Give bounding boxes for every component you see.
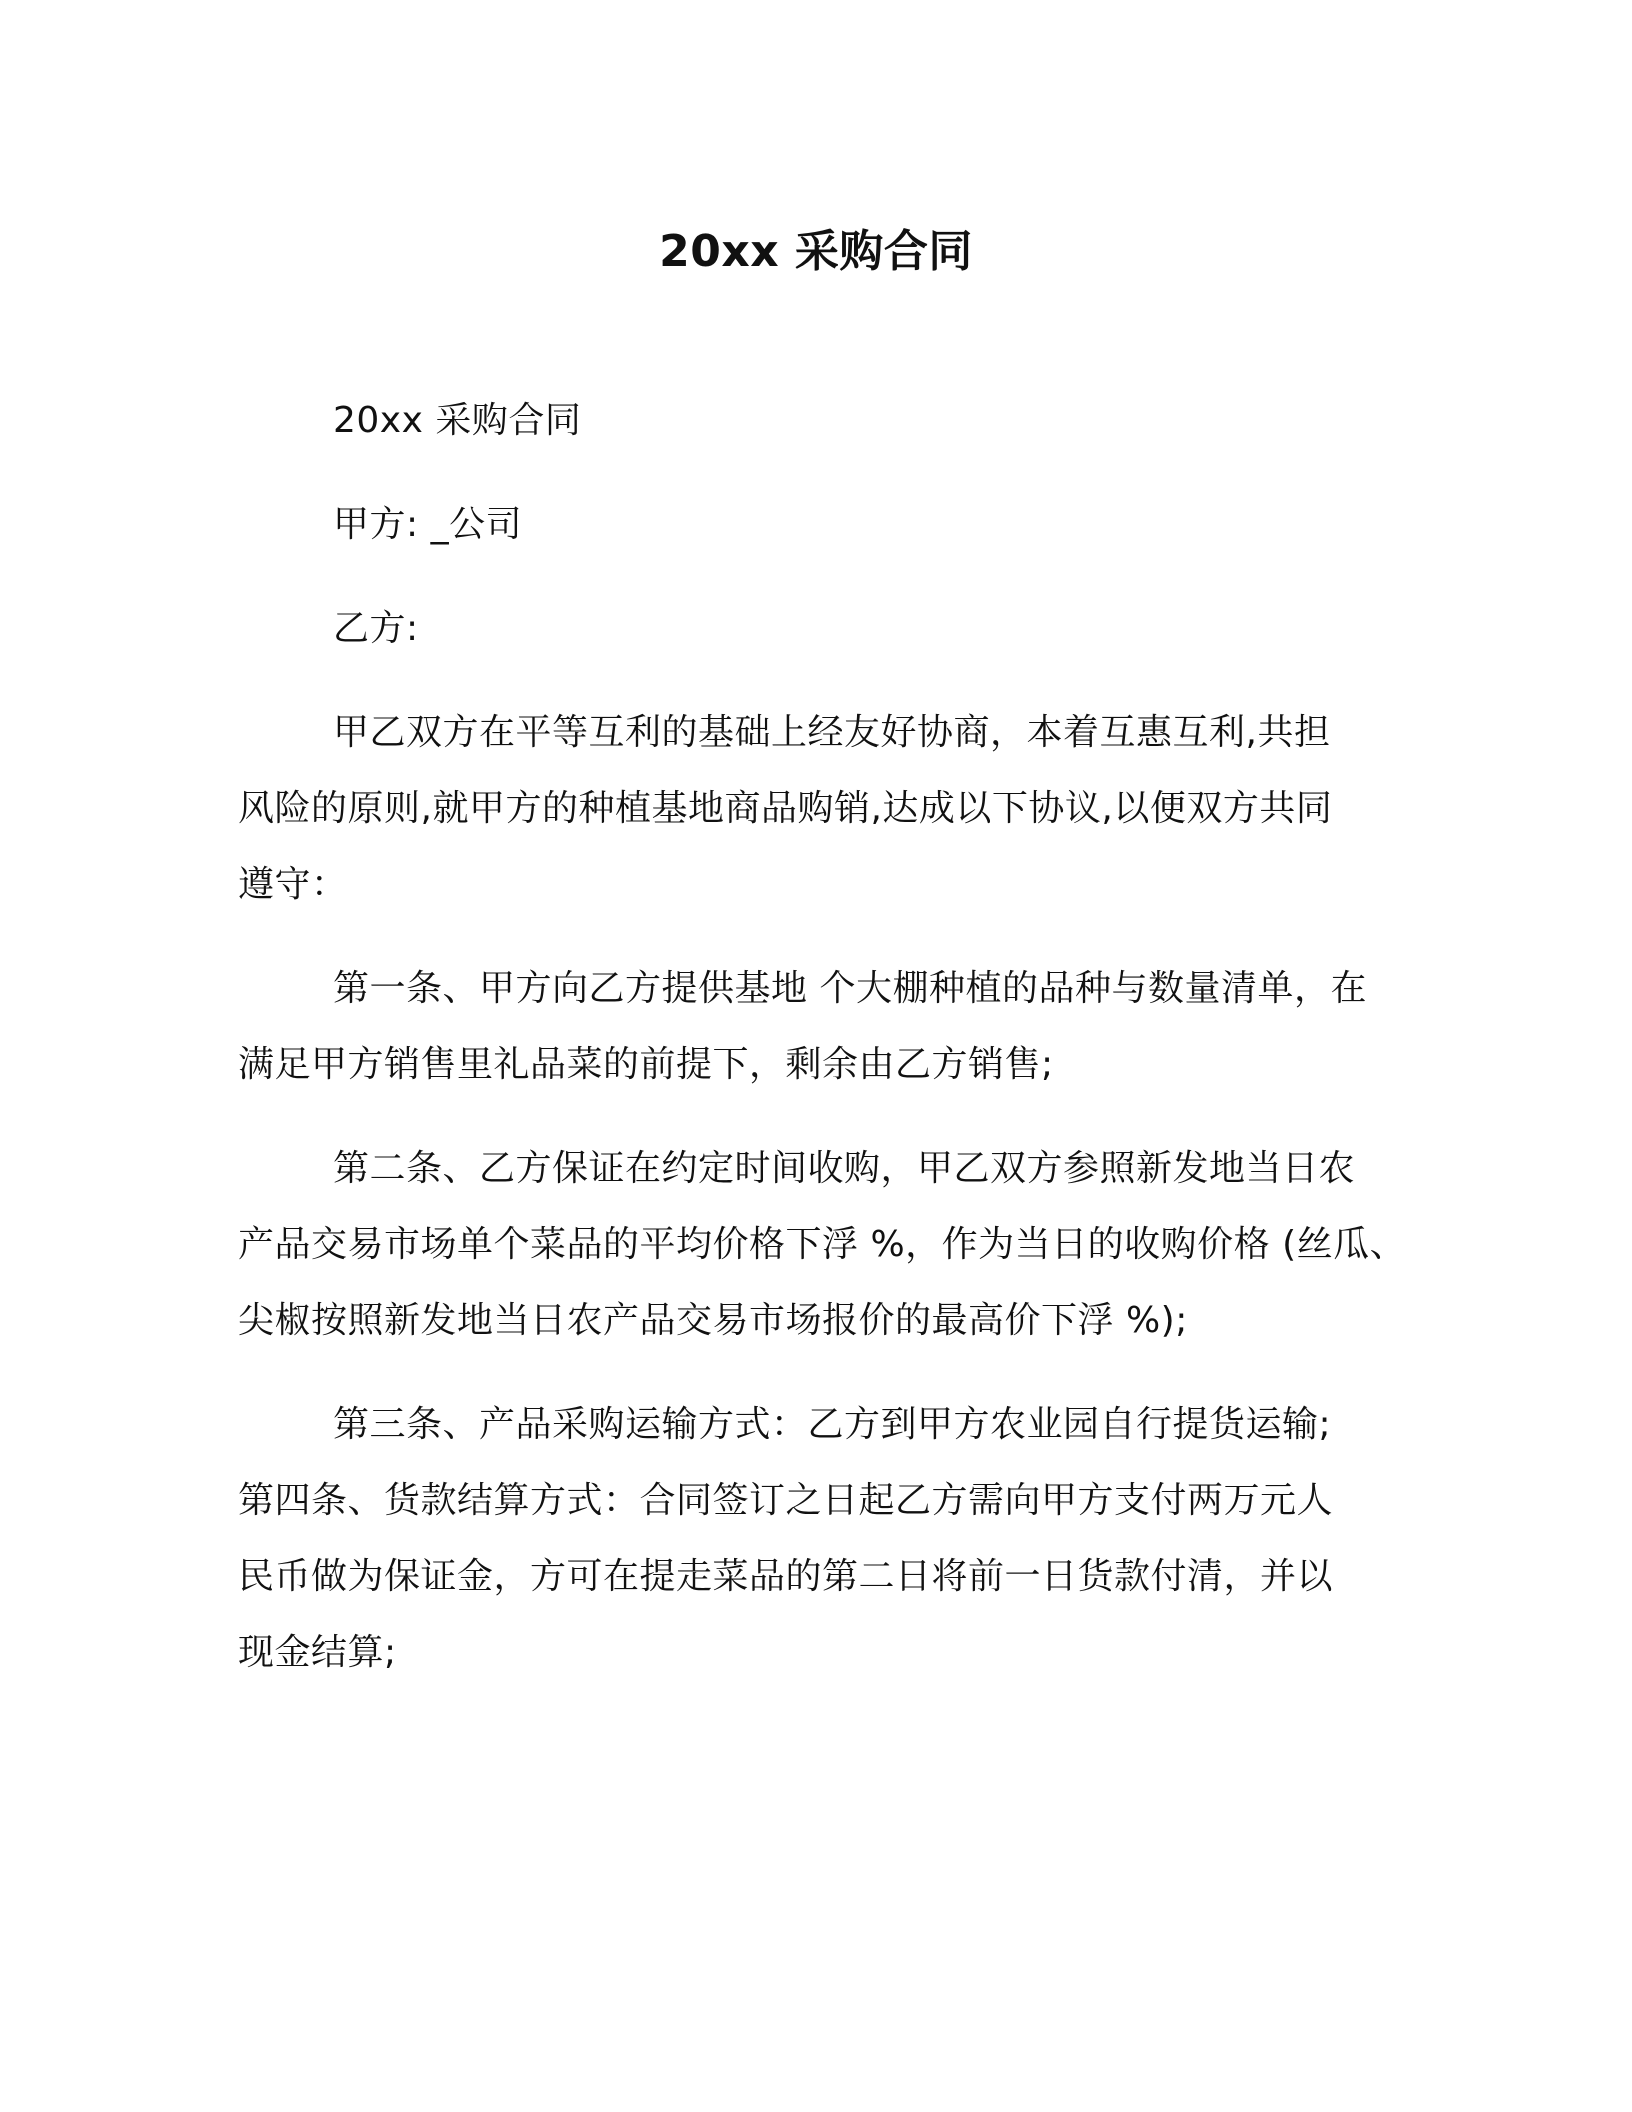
article-2-line-3: 尖椒按照新发地当日农产品交易市场报价的最高价下浮 %); — [238, 1300, 1188, 1341]
preamble-line-2: 风险的原则,就甲方的种植基地商品购销,达成以下协议,以便双方共同 — [238, 788, 1333, 829]
article-4-line-2: 民币做为保证金，方可在提走菜品的第二日将前一日货款付清，并以 — [238, 1556, 1334, 1597]
document-title: 20xx 采购合同 — [659, 226, 973, 277]
article-4-line-3: 现金结算; — [238, 1632, 397, 1673]
article-4-line-1: 第四条、货款结算方式：合同签订之日起乙方需向甲方支付两万元人 — [238, 1480, 1334, 1521]
preamble-line-3: 遵守： — [238, 864, 348, 905]
party-b-line: 乙方: — [333, 608, 419, 649]
article-1-line-1: 第一条、甲方向乙方提供基地 个大棚种植的品种与数量清单，在 — [333, 968, 1367, 1009]
article-1-line-2: 满足甲方销售里礼品菜的前提下，剩余由乙方销售; — [238, 1044, 1054, 1085]
article-3-line: 第三条、产品采购运输方式：乙方到甲方农业园自行提货运输; — [333, 1404, 1332, 1445]
article-2-line-2: 产品交易市场单个菜品的平均价格下浮 %，作为当日的收购价格 (丝瓜、 — [238, 1224, 1407, 1265]
preamble-line-1: 甲乙双方在平等互利的基础上经友好协商，本着互惠互利,共担 — [333, 712, 1331, 753]
document-subtitle: 20xx 采购合同 — [333, 400, 582, 441]
party-a-line: 甲方: _公司 — [333, 504, 523, 545]
article-2-line-1: 第二条、乙方保证在约定时间收购，甲乙双方参照新发地当日农 — [333, 1148, 1356, 1189]
